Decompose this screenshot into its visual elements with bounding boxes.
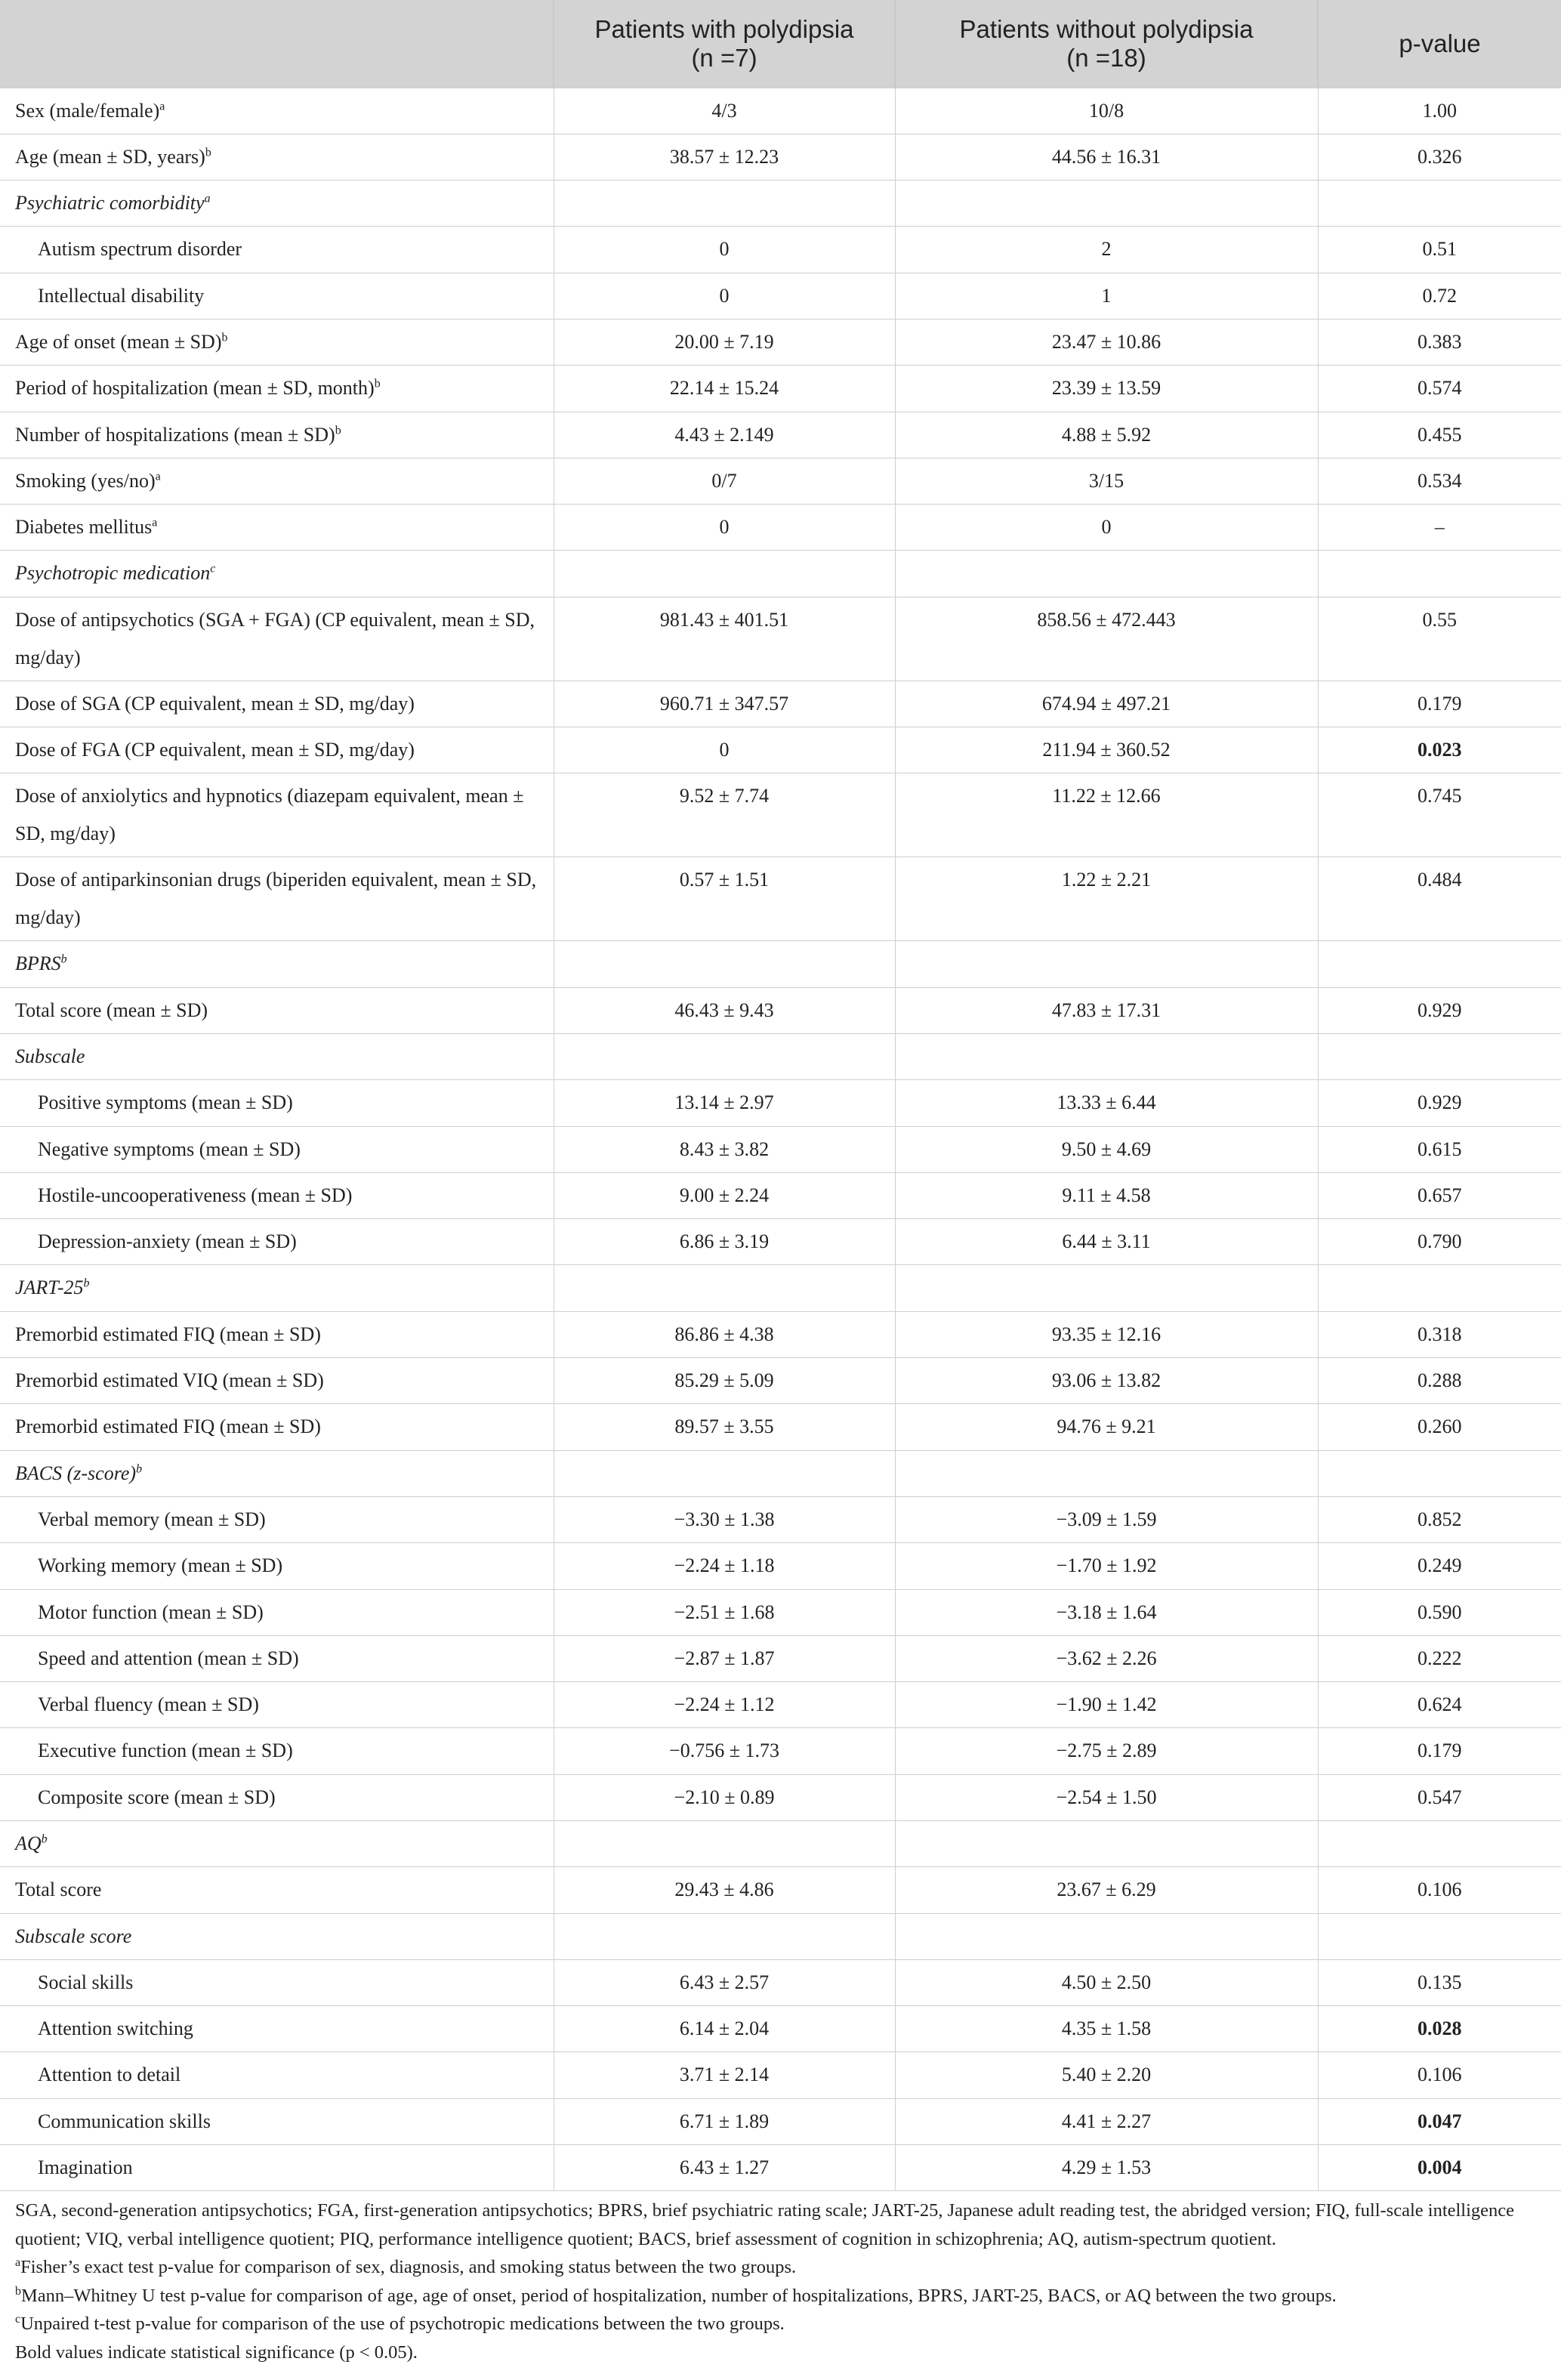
table-row [0,2006,1561,2052]
p-value: – [1318,505,1561,551]
section-row [0,551,1561,597]
row-label-text: Number of hospitalizations (mean ± SD) [15,423,335,446]
row-label-text: Dose of FGA (CP equivalent, mean ± SD, mg/day) [15,739,415,761]
row-label-text: Premorbid estimated FIQ (mean ± SD) [15,1415,321,1438]
footnote-a-text: Fisher’s exact test p-value for comparison of sex, diagnosis, and smoking status between the two groups. [20,2257,797,2277]
value-with-polydipsia [554,551,895,597]
footnote-b-text: Mann–Whitney U test p-value for comparison of age, age of onset, period of hospitalization, number of hospitalizations, BPRS, JART-25, BACS, or AQ between the two groups. [21,2285,1337,2306]
table-row [0,1496,1561,1542]
row-label-superscript: b [60,952,67,966]
value-with-polydipsia: 9.52 ± 7.74 [554,773,895,857]
row-label-text: Positive symptoms (mean ± SD) [38,1091,293,1114]
row-label [0,1358,554,1404]
value-with-polydipsia: −2.87 ± 1.87 [554,1635,895,1681]
row-label-text: Verbal memory (mean ± SD) [38,1508,266,1530]
value-with-polydipsia: 6.86 ± 3.19 [554,1219,895,1265]
row-label [0,1821,554,1867]
p-value: 0.260 [1318,1404,1561,1450]
row-label-superscript: a [152,516,158,529]
p-value: 0.222 [1318,1635,1561,1681]
value-without-polydipsia: 9.50 ± 4.69 [895,1126,1318,1172]
header-with-polydipsia-title: Patients with polydipsia [594,14,854,43]
header-p-value: p-value [1318,0,1561,88]
row-label-text: Premorbid estimated VIQ (mean ± SD) [15,1369,324,1392]
p-value: 0.179 [1318,681,1561,727]
row-label [0,1728,554,1774]
row-label-text: Intellectual disability [38,284,205,307]
p-value: 0.326 [1318,134,1561,180]
row-label-text: Dose of antiparkinsonian drugs (biperiden equivalent, mean ± SD, mg/day) [15,869,537,929]
table-row [0,727,1561,773]
table-row [0,1126,1561,1172]
table-row [0,773,1561,857]
footnote-c-text: Unpaired t-test p-value for comparison of the use of psychotropic medications between the two groups. [20,2314,785,2334]
p-value: 0.72 [1318,273,1561,319]
row-label [0,1543,554,1589]
row-label-superscript: b [221,331,228,344]
row-label-text: Depression-anxiety (mean ± SD) [38,1230,297,1253]
row-label-text: Age of onset (mean ± SD) [15,330,222,353]
p-value: 0.657 [1318,1172,1561,1218]
footnote-abbreviations: SGA, second-generation antipsychotics; FGA, first-generation antipsychotics; BPRS, brief psychiatric rating scale; JART-25, Japanese adult reading test, the abridged version; FIQ, full-scale intelligence quotient; VIQ, verbal intelligence quotient; PIQ, performance intelligence quotient; BACS, brief assessment of cognition in schizophrenia; AQ, autism-spectrum quotient. [15,2200,1515,2249]
row-label [0,1033,554,1079]
table-row [0,1682,1561,1728]
footnote-b [15,2282,1548,2311]
row-label-text: Period of hospitalization (mean ± SD, month) [15,377,375,400]
row-label-text: Verbal fluency (mean ± SD) [38,1693,259,1716]
p-value: 0.288 [1318,1358,1561,1404]
row-label [0,319,554,365]
value-with-polydipsia: −2.10 ± 0.89 [554,1774,895,1820]
row-label-text: Attention switching [38,2017,193,2040]
p-value: 0.624 [1318,1682,1561,1728]
value-with-polydipsia: −3.30 ± 1.38 [554,1496,895,1542]
row-label [0,1126,554,1172]
row-label-text: Speed and attention (mean ± SD) [38,1647,299,1669]
row-label-text: Working memory (mean ± SD) [38,1554,283,1577]
value-with-polydipsia: 0 [554,273,895,319]
value-without-polydipsia: 23.47 ± 10.86 [895,319,1318,365]
table-row [0,1774,1561,1820]
table-row [0,319,1561,365]
row-label-text: Total score (mean ± SD) [15,999,208,1021]
table-row [0,505,1561,551]
value-with-polydipsia: 6.71 ± 1.89 [554,2098,895,2144]
p-value: 0.383 [1318,319,1561,365]
row-label-text: Psychiatric comorbidity [15,192,205,215]
table-row [0,1589,1561,1635]
table-row [0,2145,1561,2191]
value-without-polydipsia [895,1450,1318,1496]
section-row [0,1450,1561,1496]
p-value [1318,1033,1561,1079]
value-with-polydipsia: 46.43 ± 9.43 [554,987,895,1033]
row-label [0,1080,554,1126]
row-label [0,1265,554,1311]
value-with-polydipsia: 29.43 ± 4.86 [554,1867,895,1913]
value-with-polydipsia: 38.57 ± 12.23 [554,134,895,180]
value-without-polydipsia: 4.50 ± 2.50 [895,1959,1318,2005]
value-without-polydipsia: 1.22 ± 2.21 [895,857,1318,941]
row-label-text: Smoking (yes/no) [15,469,156,492]
value-without-polydipsia: 5.40 ± 2.20 [895,2052,1318,2098]
row-label [0,227,554,273]
table-row [0,1867,1561,1913]
row-label [0,412,554,458]
row-label [0,2098,554,2144]
value-with-polydipsia [554,1821,895,1867]
value-without-polydipsia: 11.22 ± 12.66 [895,773,1318,857]
row-label-superscript: b [374,377,381,390]
table-row [0,987,1561,1033]
row-label [0,1589,554,1635]
value-with-polydipsia: 22.14 ± 15.24 [554,366,895,412]
p-value: 0.249 [1318,1543,1561,1589]
row-label-text: Age (mean ± SD, years) [15,145,205,168]
row-label-superscript: b [83,1276,90,1290]
value-without-polydipsia: −1.90 ± 1.42 [895,1682,1318,1728]
value-without-polydipsia: −3.62 ± 2.26 [895,1635,1318,1681]
p-value: 0.929 [1318,1080,1561,1126]
value-with-polydipsia: 0 [554,227,895,273]
p-value: 0.484 [1318,857,1561,941]
value-without-polydipsia: 4.88 ± 5.92 [895,412,1318,458]
row-label [0,1219,554,1265]
value-without-polydipsia: 47.83 ± 17.31 [895,987,1318,1033]
table-row [0,1404,1561,1450]
value-without-polydipsia: 3/15 [895,458,1318,504]
row-label-text: Imagination [38,2156,133,2179]
table-row [0,1311,1561,1357]
value-without-polydipsia: 23.39 ± 13.59 [895,366,1318,412]
p-value [1318,551,1561,597]
value-with-polydipsia: 85.29 ± 5.09 [554,1358,895,1404]
value-without-polydipsia: 9.11 ± 4.58 [895,1172,1318,1218]
row-label-text: Psychotropic medication [15,562,211,585]
row-label [0,941,554,987]
row-label-text: Premorbid estimated FIQ (mean ± SD) [15,1323,321,1345]
header-with-polydipsia [554,0,895,88]
row-label [0,551,554,597]
p-value [1318,941,1561,987]
value-without-polydipsia: 10/8 [895,88,1318,134]
value-with-polydipsia: 3.71 ± 2.14 [554,2052,895,2098]
value-with-polydipsia: 13.14 ± 2.97 [554,1080,895,1126]
p-value: 0.615 [1318,1126,1561,1172]
row-label-text: Negative symptoms (mean ± SD) [38,1138,301,1160]
row-label [0,1172,554,1218]
value-with-polydipsia: 0/7 [554,458,895,504]
section-row [0,1265,1561,1311]
value-without-polydipsia: 858.56 ± 472.443 [895,597,1318,681]
row-label [0,987,554,1033]
row-label-text: Attention to detail [38,2064,181,2086]
row-label [0,1682,554,1728]
value-without-polydipsia [895,1913,1318,1959]
row-label [0,181,554,227]
row-label-superscript: a [159,99,165,113]
header-variable [0,0,554,88]
value-with-polydipsia: 6.14 ± 2.04 [554,2006,895,2052]
value-with-polydipsia: 20.00 ± 7.19 [554,319,895,365]
table-row [0,134,1561,180]
value-without-polydipsia: 44.56 ± 16.31 [895,134,1318,180]
footnote-c-mark: c [15,2312,21,2326]
value-without-polydipsia [895,1821,1318,1867]
value-without-polydipsia: 211.94 ± 360.52 [895,727,1318,773]
table-row [0,1358,1561,1404]
value-with-polydipsia: 0.57 ± 1.51 [554,857,895,941]
row-label-text: Executive function (mean ± SD) [38,1739,293,1762]
row-label [0,1404,554,1450]
section-row [0,181,1561,227]
row-label [0,681,554,727]
row-label [0,1867,554,1913]
value-without-polydipsia: −2.75 ± 2.89 [895,1728,1318,1774]
value-with-polydipsia [554,181,895,227]
value-without-polydipsia: −3.18 ± 1.64 [895,1589,1318,1635]
row-label-text: Subscale score [15,1925,132,1947]
table-row [0,227,1561,273]
table-row [0,273,1561,319]
value-with-polydipsia: −2.24 ± 1.12 [554,1682,895,1728]
value-without-polydipsia: 0 [895,505,1318,551]
row-label-superscript: a [155,470,161,483]
section-row [0,1033,1561,1079]
row-label [0,1959,554,2005]
p-value [1318,1265,1561,1311]
row-label [0,134,554,180]
row-label-text: AQ [15,1832,42,1854]
p-value: 1.00 [1318,88,1561,134]
p-value: 0.028 [1318,2006,1561,2052]
value-without-polydipsia: 93.06 ± 13.82 [895,1358,1318,1404]
header-without-polydipsia-n: (n =18) [1066,43,1146,72]
value-without-polydipsia: 4.35 ± 1.58 [895,2006,1318,2052]
table-body [0,88,1561,2191]
row-label-text: BPRS [15,952,61,975]
footnote-a [15,2253,1548,2282]
row-label-text: Communication skills [38,2110,211,2132]
value-with-polydipsia: 86.86 ± 4.38 [554,1311,895,1357]
value-with-polydipsia: 4/3 [554,88,895,134]
row-label [0,1635,554,1681]
row-label-superscript: b [335,423,341,437]
section-row [0,1821,1561,1867]
p-value [1318,1913,1561,1959]
footnote-a-mark: a [15,2255,21,2269]
value-without-polydipsia: 4.29 ± 1.53 [895,2145,1318,2191]
row-label [0,88,554,134]
p-value: 0.547 [1318,1774,1561,1820]
row-label [0,1450,554,1496]
header-without-polydipsia [895,0,1318,88]
p-value: 0.745 [1318,773,1561,857]
p-value [1318,181,1561,227]
table-row [0,88,1561,134]
row-label-text: Subscale [15,1045,85,1067]
footnote-c [15,2310,1548,2338]
row-label-text: Composite score (mean ± SD) [38,1786,276,1808]
row-label [0,2052,554,2098]
table-row [0,1219,1561,1265]
row-label-text: JART-25 [15,1276,84,1299]
value-with-polydipsia: 981.43 ± 401.51 [554,597,895,681]
value-without-polydipsia [895,551,1318,597]
p-value: 0.135 [1318,1959,1561,2005]
value-without-polydipsia: 13.33 ± 6.44 [895,1080,1318,1126]
row-label-text: Diabetes mellitus [15,516,153,539]
p-value: 0.55 [1318,597,1561,681]
p-value: 0.590 [1318,1589,1561,1635]
value-without-polydipsia [895,1033,1318,1079]
value-without-polydipsia [895,1265,1318,1311]
table-row [0,681,1561,727]
p-value: 0.106 [1318,2052,1561,2098]
value-with-polydipsia [554,1450,895,1496]
value-with-polydipsia: 8.43 ± 3.82 [554,1126,895,1172]
table-row [0,366,1561,412]
p-value: 0.534 [1318,458,1561,504]
table-row [0,458,1561,504]
row-label-superscript: b [41,1832,48,1846]
value-with-polydipsia: 9.00 ± 2.24 [554,1172,895,1218]
p-value: 0.106 [1318,1867,1561,1913]
row-label-superscript: b [136,1462,143,1475]
table-row [0,1543,1561,1589]
table-row [0,2098,1561,2144]
row-label-text: Total score [15,1878,102,1901]
row-label [0,1913,554,1959]
value-with-polydipsia: 6.43 ± 1.27 [554,2145,895,2191]
value-with-polydipsia [554,1033,895,1079]
row-label-text: Social skills [38,1971,134,1993]
row-label [0,773,554,857]
section-row [0,941,1561,987]
p-value: 0.004 [1318,2145,1561,2191]
row-label [0,505,554,551]
value-without-polydipsia: −1.70 ± 1.92 [895,1543,1318,1589]
table-row [0,1959,1561,2005]
value-with-polydipsia: 4.43 ± 2.149 [554,412,895,458]
row-label [0,1774,554,1820]
row-label-text: Autism spectrum disorder [38,238,242,261]
header-with-polydipsia-n: (n =7) [691,43,757,72]
p-value: 0.574 [1318,366,1561,412]
row-label [0,2006,554,2052]
value-without-polydipsia: 1 [895,273,1318,319]
table-row [0,1728,1561,1774]
row-label [0,1496,554,1542]
value-with-polydipsia: −0.756 ± 1.73 [554,1728,895,1774]
row-label-superscript: a [204,192,211,205]
footnote-bold-note: Bold values indicate statistical significance (p < 0.05). [15,2341,418,2363]
p-value: 0.179 [1318,1728,1561,1774]
row-label-text: Dose of anxiolytics and hypnotics (diazepam equivalent, mean ± SD, mg/day) [15,785,524,845]
p-value: 0.318 [1318,1311,1561,1357]
row-label-text: BACS (z-score) [15,1462,137,1484]
footnote-b-mark: b [15,2284,21,2298]
table-row [0,857,1561,941]
row-label [0,1311,554,1357]
value-without-polydipsia [895,181,1318,227]
header-without-polydipsia-title: Patients without polydipsia [959,14,1254,43]
p-value: 0.047 [1318,2098,1561,2144]
section-row [0,1913,1561,1959]
value-with-polydipsia: 0 [554,727,895,773]
row-label [0,366,554,412]
value-with-polydipsia [554,1913,895,1959]
value-without-polydipsia: 23.67 ± 6.29 [895,1867,1318,1913]
row-label [0,727,554,773]
row-label [0,458,554,504]
row-label-text: Dose of SGA (CP equivalent, mean ± SD, mg/day) [15,692,415,715]
row-label-superscript: b [205,146,211,159]
value-without-polydipsia: 6.44 ± 3.11 [895,1219,1318,1265]
p-value: 0.852 [1318,1496,1561,1542]
row-label-text: Motor function (mean ± SD) [38,1601,264,1623]
value-without-polydipsia: 2 [895,227,1318,273]
value-with-polydipsia: 960.71 ± 347.57 [554,681,895,727]
value-with-polydipsia [554,941,895,987]
value-with-polydipsia: 6.43 ± 2.57 [554,1959,895,2005]
value-without-polydipsia: 4.41 ± 2.27 [895,2098,1318,2144]
p-value [1318,1450,1561,1496]
p-value: 0.929 [1318,987,1561,1033]
table-row [0,412,1561,458]
value-without-polydipsia: −3.09 ± 1.59 [895,1496,1318,1542]
row-label [0,857,554,941]
table-row [0,1080,1561,1126]
value-with-polydipsia: 0 [554,505,895,551]
row-label-text: Hostile-uncooperativeness (mean ± SD) [38,1184,353,1206]
value-with-polydipsia: −2.24 ± 1.18 [554,1543,895,1589]
row-label [0,2145,554,2191]
p-value: 0.790 [1318,1219,1561,1265]
value-with-polydipsia: 89.57 ± 3.55 [554,1404,895,1450]
row-label [0,273,554,319]
value-with-polydipsia: −2.51 ± 1.68 [554,1589,895,1635]
row-label [0,597,554,681]
table-header [0,0,1561,88]
row-label-superscript: c [210,562,216,576]
value-without-polydipsia: 94.76 ± 9.21 [895,1404,1318,1450]
table-row [0,597,1561,681]
table-row [0,2052,1561,2098]
p-value: 0.455 [1318,412,1561,458]
value-without-polydipsia: 674.94 ± 497.21 [895,681,1318,727]
p-value [1318,1821,1561,1867]
p-value: 0.51 [1318,227,1561,273]
value-with-polydipsia [554,1265,895,1311]
row-label-text: Dose of antipsychotics (SGA + FGA) (CP equivalent, mean ± SD, mg/day) [15,608,535,668]
p-value: 0.023 [1318,727,1561,773]
row-label-text: Sex (male/female) [15,99,160,122]
footnotes [15,2196,1548,2366]
value-without-polydipsia: 93.35 ± 12.16 [895,1311,1318,1357]
value-without-polydipsia [895,941,1318,987]
value-without-polydipsia: −2.54 ± 1.50 [895,1774,1318,1820]
table-row [0,1635,1561,1681]
table-row [0,1172,1561,1218]
